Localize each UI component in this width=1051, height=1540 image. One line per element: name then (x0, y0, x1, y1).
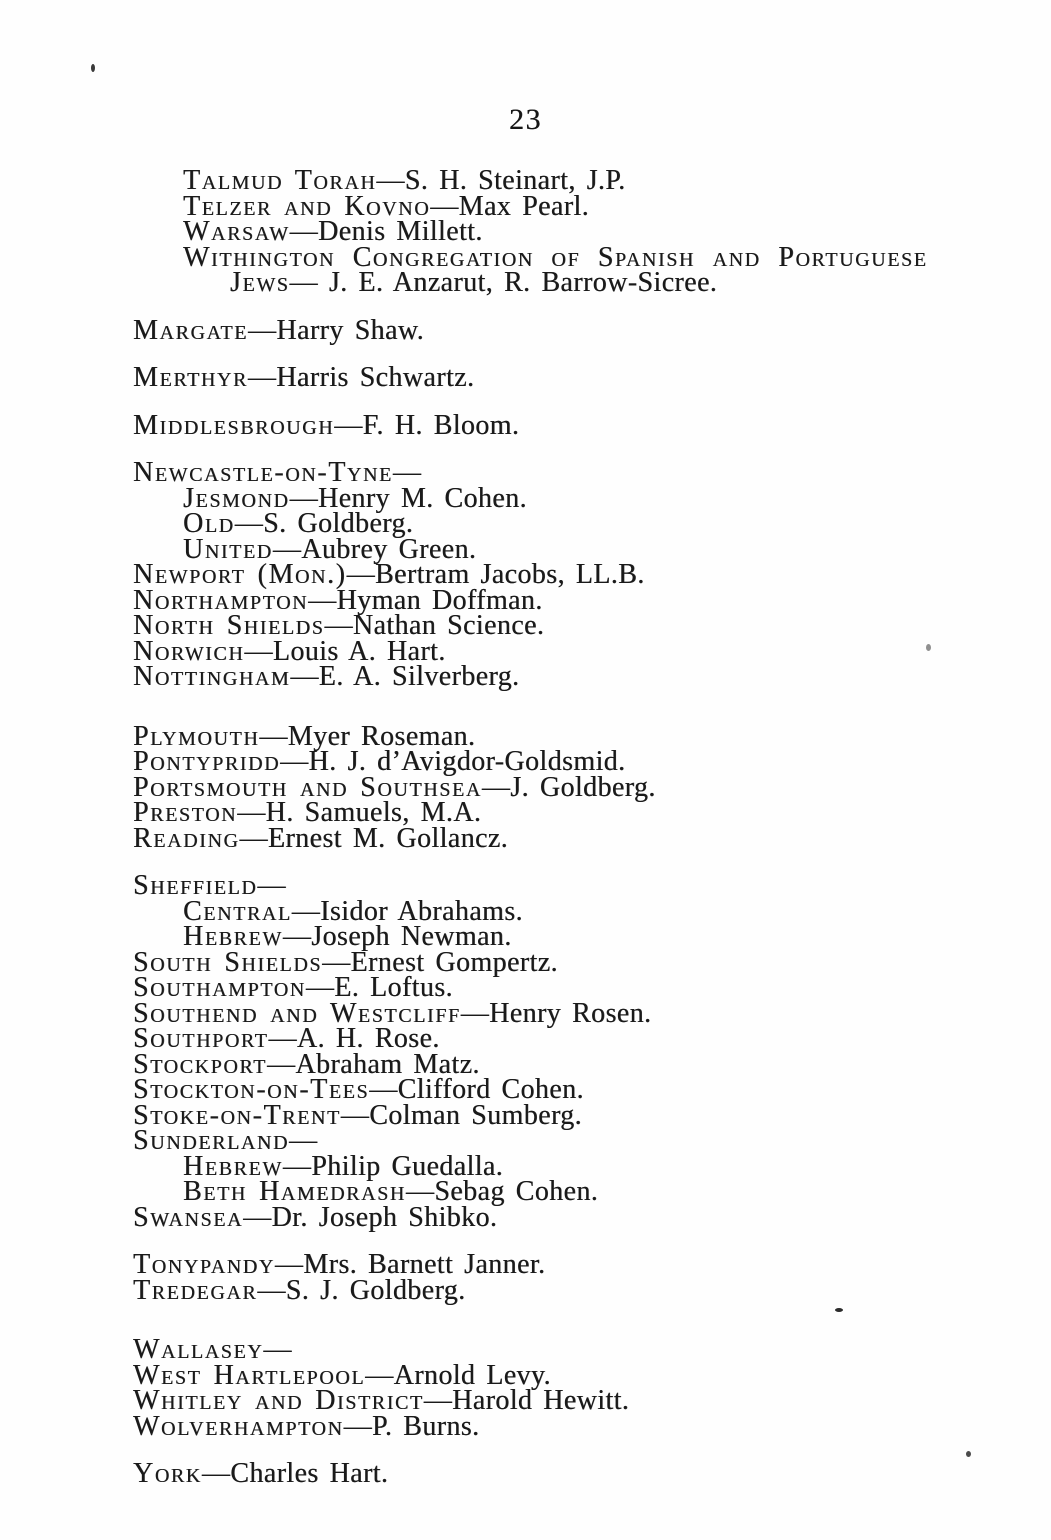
place-name: Central (183, 895, 292, 927)
scan-speck (966, 1451, 971, 1457)
place-name: Southampton (133, 972, 306, 1003)
place-name: Stockport (133, 1048, 267, 1080)
page-number: 23 (509, 103, 542, 136)
place-name: Newcastle-on-Tyne (133, 457, 393, 488)
place-name: Reading (133, 822, 240, 854)
entry-reading (133, 822, 993, 854)
place-name: Preston (133, 797, 238, 828)
place-name: Tonypandy (133, 1249, 275, 1280)
entry-detail: — (289, 1125, 318, 1156)
entry-jews (133, 267, 993, 298)
entry-detail: —Mrs. Barnett Janner. (274, 1249, 546, 1280)
entry-detail: —Nathan Science. (324, 610, 545, 641)
place-name: Middlesbrough (133, 409, 335, 441)
place-name: Portsmouth and Southsea (133, 771, 482, 803)
entry-detail: —Hyman Doffman. (308, 584, 543, 616)
place-name: Telzer and Kovno (183, 190, 431, 222)
entry-nottingham (133, 661, 993, 692)
entry-detail: —Isidor Abrahams. (291, 895, 523, 927)
place-name: Tredegar (133, 1274, 258, 1306)
entry-detail: —J. Goldberg. (481, 771, 656, 803)
entry-detail: —Sebag Cohen. (405, 1176, 599, 1207)
place-name: Margate (133, 314, 248, 346)
page-content (133, 165, 993, 1489)
place-name: Wallasey (133, 1334, 264, 1365)
entry-detail: —E. A. Silverberg. (290, 661, 520, 692)
entry-detail: —Denis Millett. (289, 216, 483, 247)
entry-detail: —S. J. Goldberg. (257, 1274, 466, 1306)
place-name: Jews (230, 267, 290, 298)
place-name: Sunderland (133, 1125, 290, 1156)
entry-detail: —Ernest M. Gollancz. (239, 822, 509, 854)
scan-speck (835, 1308, 843, 1312)
entry-detail: —Harris Schwartz. (247, 362, 475, 393)
place-name: South Shields (133, 946, 323, 978)
entry-detail: —H. J. d’Avigdor-Goldsmid. (280, 746, 626, 777)
place-name: Southport (133, 1023, 269, 1054)
entry-detail: —Aubrey Green. (272, 533, 477, 565)
entry-detail: —Philip Guedalla. (282, 1150, 504, 1182)
entry-detail: — J. E. Anzarut, R. Barrow-Sicree. (289, 267, 718, 298)
entry-detail: —Myer Roseman. (259, 720, 476, 752)
entry-detail: —S. H. Steinart, J.P. (376, 165, 626, 196)
place-name: Sheffield (133, 870, 258, 901)
entry-detail: —A. H. Rose. (268, 1023, 440, 1054)
entry-detail: —Louis A. Hart. (244, 635, 446, 667)
scan-speck (926, 644, 931, 651)
place-name: Talmud Torah (183, 165, 377, 196)
place-name: Southend and Westcliff (133, 997, 461, 1029)
entry-detail: —P. Burns. (343, 1410, 480, 1442)
entry-detail: —Harry Shaw. (247, 314, 424, 346)
place-name: Warsaw (183, 216, 290, 247)
entry-merthyr (133, 362, 993, 393)
place-name: Norwich (133, 635, 245, 667)
entry-detail: —Henry M. Cohen. (289, 482, 527, 514)
entry-detail: —Abraham Matz. (266, 1048, 480, 1080)
place-name: Plymouth (133, 720, 260, 752)
entry-detail: —Ernest Gompertz. (322, 946, 558, 978)
entry-detail: —Joseph Newman. (282, 921, 512, 952)
entry-detail: —Clifford Cohen. (369, 1074, 584, 1105)
entry-middlesbrough (133, 409, 993, 441)
place-name: Wolverhampton (133, 1410, 344, 1442)
entry-detail: —Arnold Levy. (365, 1359, 551, 1391)
entry-detail: —Harold Hewitt. (423, 1385, 630, 1416)
place-name: Whitley and District (133, 1385, 424, 1416)
entry-york (133, 1458, 993, 1489)
entry-detail: —H. Samuels, M.A. (237, 797, 482, 828)
place-name: Swansea (133, 1201, 244, 1233)
place-name: Northampton (133, 584, 309, 616)
entry-swansea (133, 1201, 993, 1233)
place-name: Newport (Mon.) (133, 559, 347, 590)
scan-speck (91, 64, 95, 72)
place-name: Old (183, 508, 235, 539)
entry-margate (133, 314, 993, 346)
place-name: Stoke-on-Trent (133, 1099, 341, 1131)
entry-detail: —Henry Rosen. (460, 997, 652, 1029)
entry-tredegar (133, 1274, 993, 1306)
place-name: Hebrew (183, 921, 283, 952)
entry-detail: — (257, 870, 286, 901)
place-name: Jesmond (183, 482, 290, 514)
place-name: Nottingham (133, 661, 291, 692)
place-name: United (183, 533, 273, 565)
place-name: Beth Hamedrash (183, 1176, 406, 1207)
entry-detail: —S. Goldberg. (234, 508, 414, 539)
entry-detail: —E. Loftus. (305, 972, 453, 1003)
place-name: York (133, 1458, 202, 1489)
entry-detail: — (263, 1334, 292, 1365)
entry-detail: —Dr. Joseph Shibko. (243, 1201, 498, 1233)
place-name: Merthyr (133, 362, 248, 393)
entry-detail: —Charles Hart. (201, 1458, 389, 1489)
entry-detail: —Max Pearl. (430, 190, 590, 222)
entry-detail: —F. H. Bloom. (334, 409, 520, 441)
place-name: Withington Congregation of Spanish and Portuguese (183, 241, 928, 273)
place-name: West Hartlepool (133, 1359, 366, 1391)
entry-detail: —Bertram Jacobs, LL.B. (346, 559, 645, 590)
place-name: Pontypridd (133, 746, 281, 777)
entry-wolverhampton (133, 1410, 993, 1442)
place-name: North Shields (133, 610, 325, 641)
place-name: Stockton-on-Tees (133, 1074, 370, 1105)
place-name: Hebrew (183, 1150, 283, 1182)
entry-detail: — (392, 457, 422, 488)
entry-detail: —Colman Sumberg. (340, 1099, 582, 1131)
